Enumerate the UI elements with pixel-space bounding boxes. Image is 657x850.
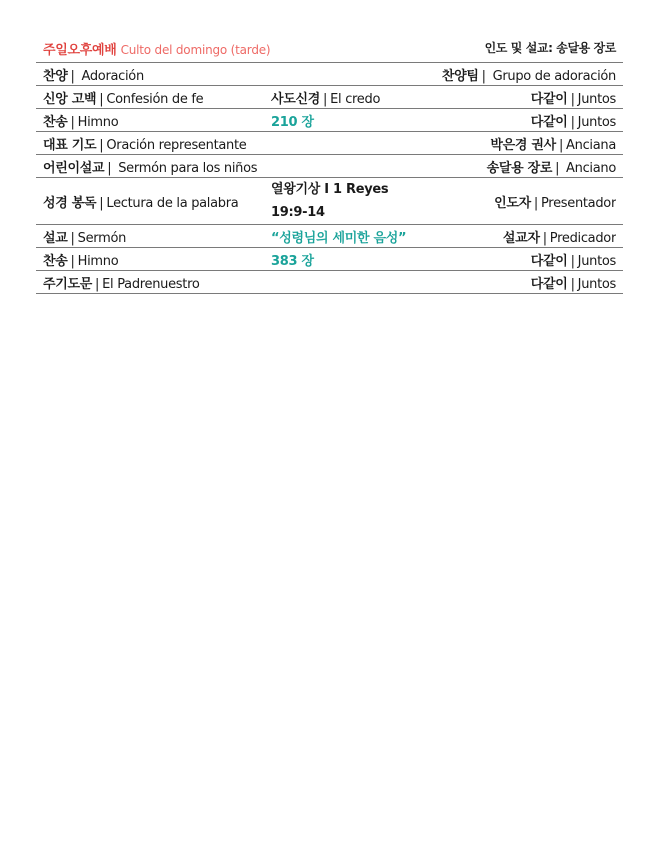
program-item	[43, 134, 271, 153]
person-spanish: Presentador	[541, 195, 616, 211]
person-korean: 다같이	[530, 114, 568, 130]
program-item	[43, 111, 271, 130]
service-title-korean: 주일오후예배	[43, 43, 117, 58]
program-row-sermon-ninos	[36, 155, 623, 178]
person-korean: 인도자	[494, 195, 531, 211]
program-item	[43, 65, 271, 84]
separator: |	[70, 114, 75, 130]
item-korean: 주기도문	[43, 276, 93, 292]
item-korean: 찬송	[43, 114, 68, 130]
item-spanish: Himno	[77, 114, 119, 130]
item-spanish: Adoración	[81, 68, 144, 84]
person-spanish: Juntos	[577, 253, 616, 269]
separator: |	[481, 68, 486, 84]
hymn-number: 383 장	[271, 253, 314, 269]
person-korean: 다같이	[530, 276, 568, 292]
separator: |	[70, 230, 75, 246]
person-spanish: Juntos	[577, 276, 616, 292]
person-spanish: Juntos	[577, 91, 616, 107]
person-spanish: Predicador	[549, 230, 616, 246]
person-spanish: Anciano	[566, 160, 616, 176]
hymn-number: 210 장	[271, 114, 314, 130]
item-spanish: Himno	[77, 253, 119, 269]
item-spanish: Confesión de fe	[106, 91, 204, 107]
program-person	[431, 157, 616, 176]
person-korean: 박은경 권사	[490, 137, 556, 153]
separator: |	[570, 276, 575, 292]
program-person	[431, 192, 616, 211]
person-korean: 다같이	[530, 91, 568, 107]
program-row-adoracion	[36, 63, 623, 86]
program-row-oracion	[36, 132, 623, 155]
detail-korean: 사도신경	[271, 91, 321, 107]
person-korean: 설교자	[502, 230, 540, 246]
person-korean: 다같이	[530, 253, 568, 269]
person-korean: 송달용 장로	[486, 160, 553, 176]
program-item	[43, 273, 271, 292]
separator: |	[542, 230, 547, 246]
separator: |	[70, 253, 75, 269]
service-leader: 인도 및 설교: 송달용 장로	[484, 41, 616, 55]
program-person	[431, 65, 616, 84]
service-title	[43, 39, 270, 62]
separator: |	[570, 253, 575, 269]
program-row-padrenuestro	[36, 271, 623, 294]
scripture-book: 열왕기상 I 1 Reyes	[271, 182, 389, 197]
item-korean: 대표 기도	[43, 137, 97, 153]
item-spanish: Sermón para los niños	[118, 160, 258, 176]
separator: |	[99, 195, 104, 211]
program-item	[43, 157, 271, 176]
item-korean: 설교	[43, 230, 68, 246]
separator: |	[533, 195, 538, 211]
service-title-spanish: Culto del domingo (tarde)	[120, 43, 271, 57]
item-korean: 어린이설교	[43, 160, 105, 176]
item-korean: 신앙 고백	[43, 91, 97, 107]
separator: |	[558, 137, 564, 153]
person-spanish: Juntos	[577, 114, 616, 130]
order-of-service	[36, 37, 623, 294]
person-spanish: Grupo de adoración	[492, 68, 616, 84]
program-person	[431, 134, 616, 153]
program-item	[43, 192, 271, 211]
separator: |	[70, 68, 75, 84]
program-row-sermon	[36, 225, 623, 248]
separator: |	[107, 160, 112, 176]
program-person	[431, 111, 616, 130]
separator: |	[323, 91, 328, 107]
program-row-lectura	[36, 178, 623, 225]
item-korean: 찬양	[43, 68, 68, 84]
program-item	[43, 227, 271, 246]
program-person	[431, 88, 616, 107]
program-row-himno-2	[36, 248, 623, 271]
program-row-himno-1	[36, 109, 623, 132]
service-header	[36, 37, 623, 63]
program-person	[431, 250, 616, 269]
detail-spanish: El credo	[330, 91, 381, 107]
item-spanish: Oración representante	[106, 137, 247, 153]
program-person	[431, 227, 616, 246]
scripture-reference	[271, 178, 431, 224]
item-spanish: Lectura de la palabra	[106, 195, 239, 211]
person-spanish: Anciana	[566, 137, 616, 153]
item-korean: 성경 봉독	[43, 195, 97, 211]
separator: |	[99, 137, 104, 153]
item-spanish: Sermón	[77, 230, 127, 246]
program-row-confesion	[36, 86, 623, 109]
program-person	[431, 273, 616, 292]
program-item	[43, 88, 271, 107]
separator: |	[555, 160, 560, 176]
item-spanish: El Padrenuestro	[102, 276, 200, 292]
separator: |	[570, 114, 575, 130]
person-korean: 찬양팀	[441, 68, 479, 84]
scripture-verses: 19:9-14	[271, 205, 325, 220]
program-item	[43, 250, 271, 269]
separator: |	[95, 276, 100, 292]
item-korean: 찬송	[43, 253, 68, 269]
sermon-title: “성령님의 세미한 음성”	[271, 230, 407, 246]
program-detail	[271, 88, 431, 107]
separator: |	[99, 91, 104, 107]
separator: |	[570, 91, 575, 107]
